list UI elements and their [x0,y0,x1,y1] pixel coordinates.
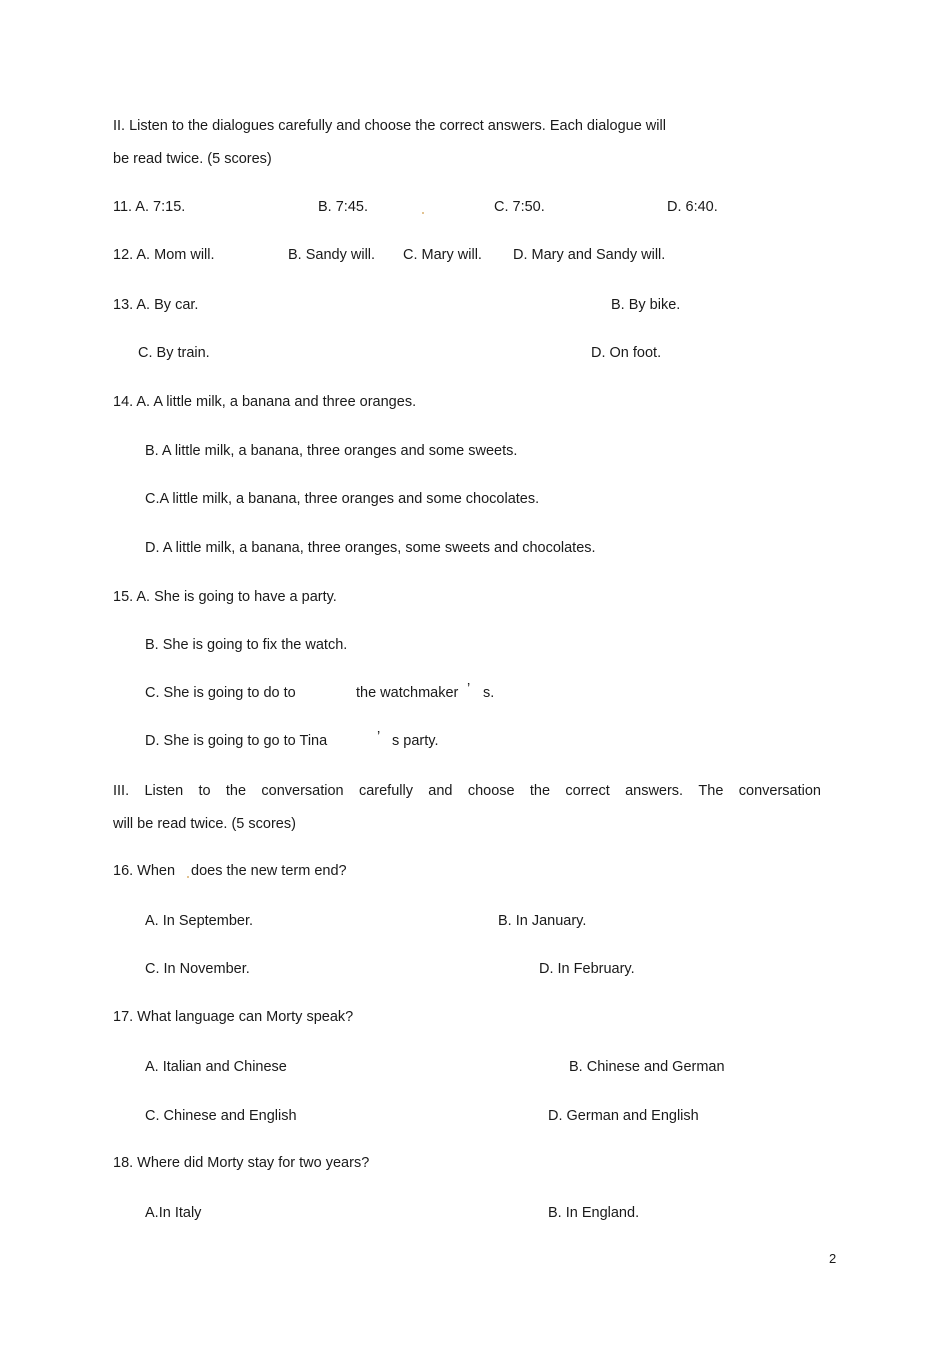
q14-option-b: B. A little milk, a banana, three oranges and some sweets. [145,443,518,459]
q16-question-part2: does the new term end? [191,863,347,879]
q15-option-c-part3: s. [483,685,495,701]
stray-dot [187,876,189,878]
q16-option-c: C. In November. [145,961,250,977]
section-3-heading-line1 [113,782,821,800]
section-3-word: conversation [738,783,821,799]
q15-option-d-part1: D. She is going to go to Tina [145,733,328,749]
section-3-word: carefully [358,783,413,799]
section-3-word: correct [565,783,610,799]
q15-option-c-part2: the watchmaker [356,685,459,701]
page-number: 2 [829,1251,837,1266]
q15-option-d-apostrophe: ’ [377,729,381,745]
q12-option-c: C. Mary will. [403,247,482,263]
q18-option-b: B. In England. [548,1205,640,1221]
q17-question: 17. What language can Morty speak? [113,1009,354,1025]
q15-option-a: 15. A. She is going to have a party. [113,589,337,605]
q13-option-d: D. On foot. [591,345,662,361]
q18-question: 18. Where did Morty stay for two years? [113,1155,370,1171]
section-3-word: the [529,783,551,799]
q16-option-d: D. In February. [539,961,635,977]
section-3-word: answers. [625,783,684,799]
q17-option-a: A. Italian and Chinese [145,1059,287,1075]
q11-option-c: C. 7:50. [494,199,545,215]
q13-option-a: 13. A. By car. [113,297,199,313]
q11-option-d: D. 6:40. [667,199,718,215]
q11-option-b: B. 7:45. [318,199,368,215]
q12-option-b: B. Sandy will. [288,247,376,263]
q15-option-b: B. She is going to fix the watch. [145,637,348,653]
stray-dot [422,212,424,214]
q15-option-c-part1: C. She is going to do to [145,685,296,701]
section-3-word: and [428,783,453,799]
q15-option-c-apostrophe: ’ [467,681,471,697]
section-3-word: conversation [261,783,344,799]
section-3-heading-line2: will be read twice. (5 scores) [113,816,296,832]
section-3-word: to [198,783,211,799]
q16-question-part1: 16. When [113,863,176,879]
q15-option-d-part2: s party. [392,733,439,749]
section-3-word: III. [113,783,130,799]
section-3-word: Listen [144,783,184,799]
q14-option-c: C.A little milk, a banana, three oranges and some chocolates. [145,491,540,507]
q14-option-d: D. A little milk, a banana, three oranges, some sweets and chocolates. [145,540,596,556]
section-2-heading-line2: be read twice. (5 scores) [113,151,272,167]
section-3-word: The [698,783,724,799]
q12-option-d: D. Mary and Sandy will. [513,247,666,263]
q17-option-c: C. Chinese and English [145,1108,297,1124]
q16-option-b: B. In January. [498,913,587,929]
q16-option-a: A. In September. [145,913,254,929]
q17-option-d: D. German and English [548,1108,699,1124]
q13-option-b: B. By bike. [611,297,681,313]
q14-option-a: 14. A. A little milk, a banana and three oranges. [113,394,417,410]
q13-option-c: C. By train. [138,345,210,361]
q12-option-a: 12. A. Mom will. [113,247,215,263]
q17-option-b: B. Chinese and German [569,1059,725,1075]
section-3-word: the [225,783,247,799]
section-2-heading-line1: II. Listen to the dialogues carefully and choose the correct answers. Each dialogue will [113,118,666,134]
q11-option-a: 11. A. 7:15. [113,199,186,215]
section-3-word: choose [467,783,515,799]
q18-option-a: A.In Italy [145,1205,202,1221]
